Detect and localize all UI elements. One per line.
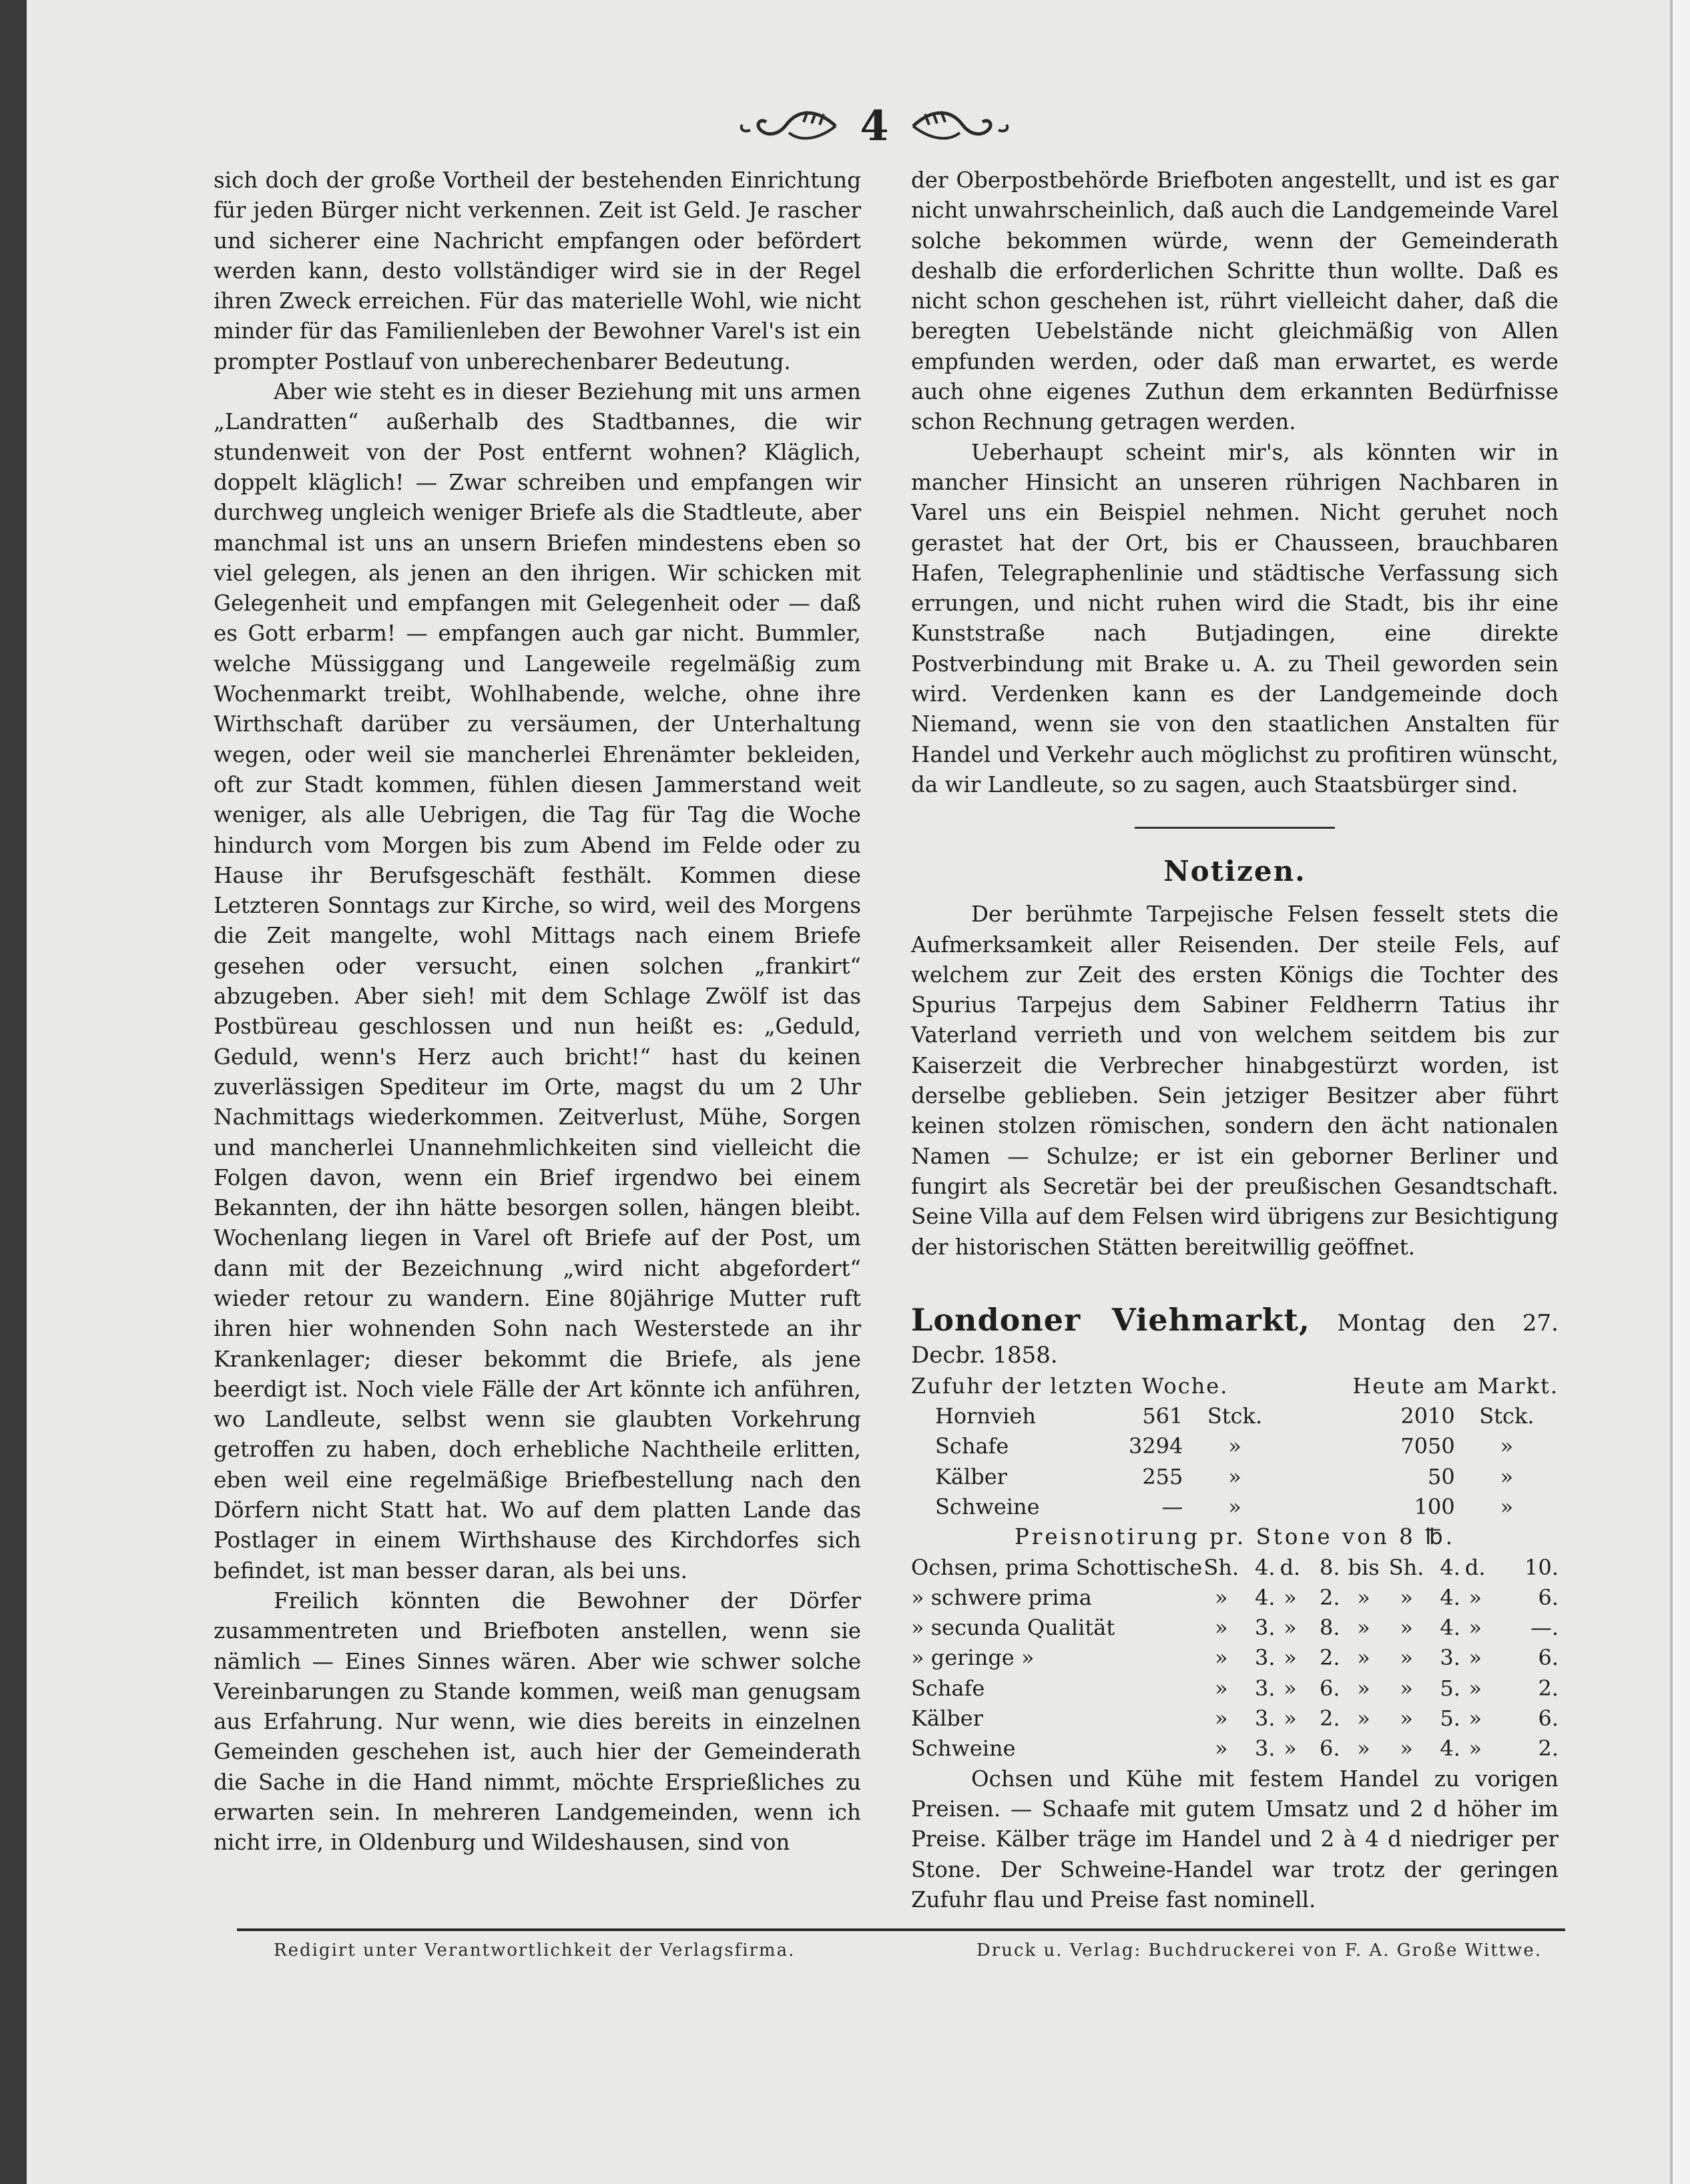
right-column xyxy=(911,165,1559,1915)
price-row xyxy=(911,1553,1559,1583)
price-row xyxy=(911,1674,1559,1704)
left-ornament-icon xyxy=(737,106,837,145)
supply-header-week: Zufuhr der letzten Woche. xyxy=(911,1373,1229,1399)
footer-editor: Redigirt unter Verantwortlichkeit der Verlagsfirma. xyxy=(274,1940,796,1960)
supply-header-row xyxy=(911,1371,1559,1401)
price-currency-to: » xyxy=(1400,1584,1413,1610)
supply-unit-today: » xyxy=(1500,1463,1514,1489)
price-item: Schweine xyxy=(911,1736,1016,1762)
supply-unit-today: » xyxy=(1500,1493,1514,1519)
supply-row xyxy=(911,1492,1559,1522)
price-shilling-from: 4. xyxy=(1255,1584,1276,1610)
price-currency-from: » xyxy=(1214,1615,1228,1641)
price-separator: » xyxy=(1357,1615,1370,1641)
price-currency-from: Sh. xyxy=(1203,1554,1239,1580)
price-currency-from: » xyxy=(1214,1736,1228,1762)
price-shilling-from: 3. xyxy=(1255,1706,1276,1732)
price-separator: » xyxy=(1357,1645,1370,1671)
price-pence-to: 6. xyxy=(1538,1645,1559,1671)
price-item: » schwere prima xyxy=(911,1584,1092,1610)
price-pence-from: 6. xyxy=(1319,1736,1340,1762)
price-row xyxy=(911,1734,1559,1764)
price-shilling-from: 3. xyxy=(1255,1645,1276,1671)
price-shilling-to: 4. xyxy=(1440,1615,1460,1641)
price-pence-to: 2. xyxy=(1538,1675,1559,1701)
price-pence-label-to: » xyxy=(1468,1615,1482,1641)
price-pence-label-from: » xyxy=(1284,1584,1297,1610)
footer xyxy=(274,1940,1542,1960)
price-pence-label-to: » xyxy=(1468,1675,1482,1701)
price-pence-label-to: » xyxy=(1468,1736,1482,1762)
price-item: Schafe xyxy=(911,1675,985,1701)
price-row xyxy=(911,1704,1559,1734)
supply-unit-today: » xyxy=(1500,1433,1514,1459)
price-pence-label-to: d. xyxy=(1464,1554,1486,1580)
price-shilling-to: 5. xyxy=(1440,1675,1460,1701)
supply-unit-today: Stck. xyxy=(1479,1403,1534,1429)
market-date: Montag den 27. Decbr. 1858. xyxy=(911,1309,1559,1369)
page-number: 4 xyxy=(860,101,889,150)
next-page-edge xyxy=(1670,0,1690,2184)
price-row xyxy=(911,1643,1559,1673)
supply-week: 561 xyxy=(1142,1403,1183,1429)
price-shilling-from: 3. xyxy=(1255,1675,1276,1701)
paragraph: der Oberpostbehörde Briefboten angestellt, und ist es gar nicht unwahrscheinlich, daß auch die Landgemeinde Varel solche bekommen würde, wenn der Gemeinderath deshalb die erforderlichen Schritte thun wollte. Daß es nicht schon geschehen ist, rührt vielleicht daher, daß die beregten Uebelstände nicht gleichmäßig von Allen empfunden werden, oder daß man erwartet, es werde auch ohne eigenes Zuthun dem erkannten Bedürfnisse schon Rechnung getragen werden. xyxy=(911,167,1559,435)
left-column xyxy=(214,165,861,1858)
supply-animal: Schweine xyxy=(935,1493,1040,1519)
price-separator: » xyxy=(1357,1706,1370,1732)
page-header xyxy=(734,99,1015,152)
notizen-heading: Notizen. xyxy=(1163,855,1306,888)
price-shilling-to: 4. xyxy=(1440,1736,1460,1762)
notizen-paragraph: Der berühmte Tarpejische Felsen fesselt stets die Aufmerksamkeit aller Reisenden. Der steile Fels, auf welchem zur Zeit des ersten Königs die Tochter des Spurius Tarpejus dem Sabiner Feldherrn Tatius ihr Vaterland verrieth und von welchem seitdem bis zur Kaiserzeit die Verbrecher hinabgestürzt worden, ist derselbe geblieben. Sein jetziger Besitzer aber führt keinen stolzen römischen, sondern den ächt nationalen Namen — Schulze; er ist ein geborner Berliner und fungirt als Secretär bei der preußischen Gesandtschaft. Seine Villa auf dem Felsen wird übrigens zur Besichtigung der historischen Stätten bereitwillig geöffnet. xyxy=(911,901,1559,1260)
paragraph: Freilich könnten die Bewohner der Dörfer zusammentreten und Briefboten anstellen, wenn sie nämlich — Eines Sinnes wären. Aber wie schwer solche Vereinbarungen zu Stande kommen, weiß man genugsam aus Erfahrung. Nur wenn, wie dies bereits in einzelnen Gemeinden geschehen ist, auch hier der Gemeinderath die Sache in die Hand nimmt, möchte Ersprießliches zu erwarten sein. In mehreren Landgemeinden, wenn ich nicht irre, in Oldenburg und Wildeshausen, sind von xyxy=(214,1587,861,1856)
supply-today: 7050 xyxy=(1400,1433,1455,1459)
price-item: » secunda Qualität xyxy=(911,1615,1115,1641)
market-summary: Ochsen und Kühe mit festem Handel zu vorigen Preisen. — Schaafe mit gutem Umsatz und 2 d höher im Preise. Kälber träge im Handel und 2 à 4 d niedriger per Stone. Der Schweine-Handel war trotz der geringen Zufuhr flau und Preise fast nominell. xyxy=(911,1766,1559,1912)
price-item: Kälber xyxy=(911,1706,983,1732)
price-shilling-to: 4. xyxy=(1440,1554,1460,1580)
price-pence-label-from: » xyxy=(1284,1736,1297,1762)
supply-row xyxy=(911,1401,1559,1431)
supply-unit-week: » xyxy=(1228,1433,1241,1459)
price-pence-to: 6. xyxy=(1538,1706,1559,1732)
price-row xyxy=(911,1583,1559,1613)
price-pence-from: 8. xyxy=(1319,1615,1340,1641)
price-separator: bis xyxy=(1348,1554,1380,1580)
market-heading xyxy=(911,1301,1559,1371)
market-name: Londoner Viehmarkt, xyxy=(911,1301,1310,1338)
section-divider xyxy=(1135,827,1335,829)
price-pence-to: 10. xyxy=(1524,1554,1559,1580)
price-item: » geringe » xyxy=(911,1645,1035,1671)
supply-row xyxy=(911,1462,1559,1492)
price-pence-to: 6. xyxy=(1538,1584,1559,1610)
footer-rule xyxy=(237,1928,1565,1931)
right-ornament-icon xyxy=(912,106,1012,145)
price-pence-label-to: » xyxy=(1468,1645,1482,1671)
price-pence-label-from: » xyxy=(1284,1675,1297,1701)
paragraph: sich doch der große Vortheil der bestehenden Einrichtung für jeden Bürger nicht verkennen. Zeit ist Geld. Je rascher und sicherer eine Nachricht empfangen oder befördert werden kann, desto vollständiger wird sie in der Regel ihren Zweck erreichen. Für das materielle Wohl, wie nicht minder für das Familienleben der Bewohner Varel's ist ein prompter Postlauf von unberechenbarer Bedeutung. xyxy=(214,167,861,374)
price-pence-label-from: » xyxy=(1284,1645,1297,1671)
supply-row xyxy=(911,1431,1559,1461)
supply-animal: Kälber xyxy=(935,1463,1007,1489)
price-pence-from: 6. xyxy=(1319,1675,1340,1701)
price-currency-to: » xyxy=(1400,1706,1413,1732)
price-pence-from: 2. xyxy=(1319,1645,1340,1671)
price-currency-from: » xyxy=(1214,1675,1228,1701)
price-pence-from: 2. xyxy=(1319,1584,1340,1610)
paragraph: Aber wie steht es in dieser Beziehung mit uns armen „Landratten“ außerhalb des Stadtbannes, die wir stundenweit von der Post entfernt wohnen? Kläglich, doppelt kläglich! — Zwar schreiben und empfangen wir durchweg ungleich weniger Briefe als die Stadtleute, aber manchmal ist uns an unsern Briefen mindestens eben so viel gelegen, als jenen an den ihrigen. Wir schicken mit Gelegenheit und empfangen mit Gelegenheit oder — daß es Gott erbarm! — empfangen auch gar nicht. Bummler, welche Müssiggang und Langeweile regelmäßig zum Wochenmarkt treibt, Wohlhabende, welche, ohne ihre Wirthschaft darüber zu versäumen, der Unterhaltung wegen, oder weil sie mancherlei Ehrenämter bekleiden, oft zur Stadt kommen, fühlen diesen Jammerstand weit weniger, als alle Uebrigen, die Tag für Tag die Woche hindurch vom Morgen bis zum Abend im Felde oder zu Hause ihr Berufsgeschäft festhält. Kommen diese Letzteren Sonntags zur Kirche, so wird, weil des Morgens die Zeit mangelte, wohl Mittags nach einem Briefe gesehen oder versucht, einen solchen „frankirt“ abzugeben. Aber sieh! mit dem Schlage Zwölf ist das Postbüreau geschlossen und nun heißt es: „Geduld, Geduld, wenn's Herz auch bricht!“ hast du keinen zuverlässigen Spediteur im Orte, magst du um 2 Uhr Nachmittags wiederkommen. Zeitverlust, Mühe, Sorgen und mancherlei Unannehmlichkeiten sind vielleicht die Folgen davon, wenn ein Brief irgendwo bei einem Bekannten, der ihn hätte besorgen sollen, hängen bleibt. Wochenlang liegen in Varel oft Briefe auf der Post, um dann mit der Bezeichnung „wird nicht abgefordert“ wieder retour zu wandern. Eine 80jährige Mutter ruft ihren hier wohnenden Sohn nach Westerstede an ihr Krankenlager; dieser bekommt die Briefe, als jene beerdigt ist. Noch viele Fälle der Art könnte ich anführen, wo Landleute, selbst wenn sie glaubten Vorkehrung getroffen zu haben, doch erhebliche Nachtheile erlitten, eben weil eine regelmäßige Briefbestellung nach den Dörfern nicht Statt hat. Wo auf dem platten Lande das Postlager in einem Wirthshause des Kirchdorfes sich befindet, ist man besser daran, als bei uns. xyxy=(214,379,861,1583)
price-pence-from: 8. xyxy=(1319,1554,1340,1580)
supply-week: 3294 xyxy=(1128,1433,1183,1459)
supply-animal: Schafe xyxy=(935,1433,1009,1459)
price-shilling-to: 3. xyxy=(1440,1645,1460,1671)
price-currency-from: » xyxy=(1214,1706,1228,1732)
footer-printer: Druck u. Verlag: Buchdruckerei von F. A. Große Wittwe. xyxy=(976,1940,1542,1960)
price-pence-label-to: » xyxy=(1468,1584,1482,1610)
price-shilling-from: 4. xyxy=(1255,1554,1276,1580)
supply-unit-week: » xyxy=(1228,1493,1241,1519)
supply-today: 2010 xyxy=(1400,1403,1455,1429)
price-separator: » xyxy=(1357,1736,1370,1762)
price-shilling-to: 5. xyxy=(1440,1706,1460,1732)
price-pence-label-to: » xyxy=(1468,1706,1482,1732)
price-pence-from: 2. xyxy=(1319,1706,1340,1732)
price-currency-to: » xyxy=(1400,1645,1413,1671)
price-row xyxy=(911,1613,1559,1643)
price-pence-label-from: » xyxy=(1284,1615,1297,1641)
price-currency-to: Sh. xyxy=(1388,1554,1424,1580)
price-shilling-from: 3. xyxy=(1255,1736,1276,1762)
price-shilling-from: 3. xyxy=(1255,1615,1276,1641)
supply-today: 100 xyxy=(1414,1493,1455,1519)
price-table xyxy=(911,1553,1559,1764)
price-caption: Preisnotirung pr. Stone von 8 ℔. xyxy=(1014,1524,1456,1550)
price-pence-to: —. xyxy=(1530,1615,1559,1641)
price-separator: » xyxy=(1357,1584,1370,1610)
supply-today: 50 xyxy=(1428,1463,1455,1489)
price-pence-label-from: d. xyxy=(1280,1554,1301,1580)
price-currency-to: » xyxy=(1400,1736,1413,1762)
price-currency-to: » xyxy=(1400,1615,1413,1641)
supply-week: 255 xyxy=(1142,1463,1183,1489)
paragraph: Ueberhaupt scheint mir's, als könnten wir in mancher Hinsicht an unseren rührigen Nachbaren in Varel uns ein Beispiel nehmen. Nicht geruhet noch gerastet hat der Ort, bis er Chausseen, brauchbaren Hafen, Telegraphenlinie und städtische Verfassung sich errungen, und nicht ruhen wird die Stadt, bis ihr eine Kunststraße nach Butjadingen, eine direkte Postverbindung mit Brake u. A. zu Theil geworden sein wird. Verdenken kann es der Landgemeinde doch Niemand, wenn sie von den staatlichen Anstalten für Handel und Verkehr auch möglichst zu profitiren wünscht, da wir Landleute, so zu sagen, auch Staatsbürger sind. xyxy=(911,439,1559,797)
price-pence-label-from: » xyxy=(1284,1706,1297,1732)
supply-unit-week: Stck. xyxy=(1207,1403,1263,1429)
price-currency-to: » xyxy=(1400,1675,1413,1701)
supply-header-today: Heute am Markt. xyxy=(1352,1373,1559,1399)
price-pence-to: 2. xyxy=(1538,1736,1559,1762)
price-item: Ochsen, prima Schottische xyxy=(911,1554,1203,1580)
supply-week: — xyxy=(1161,1493,1183,1519)
price-currency-from: » xyxy=(1214,1645,1228,1671)
supply-animal: Hornvieh xyxy=(935,1403,1036,1429)
supply-table xyxy=(911,1371,1559,1522)
price-separator: » xyxy=(1357,1675,1370,1701)
supply-unit-week: » xyxy=(1228,1463,1241,1489)
price-shilling-to: 4. xyxy=(1440,1584,1460,1610)
price-currency-from: » xyxy=(1214,1584,1228,1610)
